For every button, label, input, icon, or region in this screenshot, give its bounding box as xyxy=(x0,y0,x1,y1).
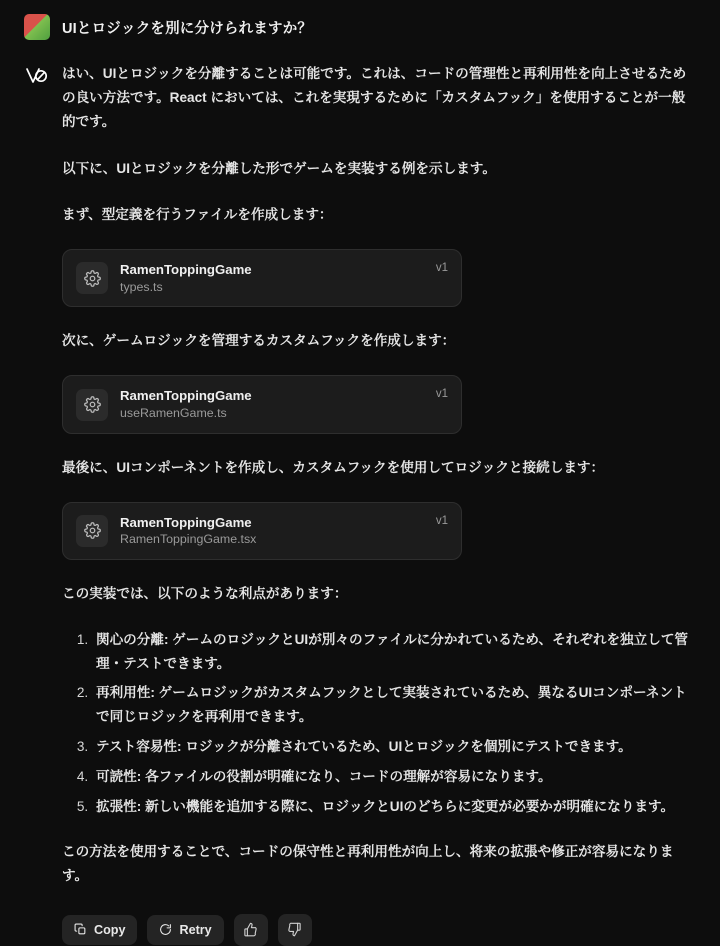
artifact-filename: useRamenGame.ts xyxy=(120,406,227,421)
artifact-title: RamenToppingGame xyxy=(120,388,252,404)
thumbs-up-icon xyxy=(243,922,258,937)
paragraph-step-1: まず、型定義を行うファイルを作成します： xyxy=(62,207,333,223)
message-action-bar xyxy=(62,914,696,946)
paragraph-step-3: 最後に、UIコンポーネントを作成し、カスタムフックを使用してロジックと接続します： xyxy=(62,459,605,475)
list-item: 5. 拡張性: 新しい機能を追加する際に、ロジックとUIのどちらに変更が必要かが明確になります。 xyxy=(92,795,696,819)
artifact-filename: RamenToppingGame.tsx xyxy=(120,532,257,547)
paragraph-intro: はい、UIとロジックを分離することは可能です。これは、コードの管理性と再利用性を向上させるための良い方法です。React においては、これを実現するために「カスタムフック」を使用することが一般的です。 xyxy=(62,66,687,129)
user-message xyxy=(24,14,696,40)
benefits-list xyxy=(62,628,696,818)
assistant-message xyxy=(24,62,696,946)
assistant-body xyxy=(62,62,696,946)
list-item: 3. テスト容易性: ロジックが分離されているため、UIとロジックを個別にテストできます。 xyxy=(92,735,696,759)
retry-button-label: Retry xyxy=(179,922,212,937)
avatar xyxy=(24,14,50,40)
artifact-title: RamenToppingGame xyxy=(120,261,252,277)
copy-button[interactable] xyxy=(62,915,137,945)
copy-button-label: Copy xyxy=(94,922,126,937)
thumbs-down-button[interactable] xyxy=(278,914,312,946)
artifact-title: RamenToppingGame xyxy=(120,514,252,530)
thumbs-up-button[interactable] xyxy=(234,914,268,946)
thumbs-down-icon xyxy=(287,922,302,937)
gear-icon xyxy=(76,515,108,547)
artifact-card-hook[interactable] xyxy=(62,375,462,434)
artifact-meta xyxy=(120,387,424,422)
paragraph-benefits-lead: この実装では、以下のような利点があります： xyxy=(62,586,348,602)
refresh-icon xyxy=(159,923,172,936)
gear-icon xyxy=(76,389,108,421)
artifact-filename: types.ts xyxy=(120,279,163,294)
assistant-logo-icon xyxy=(24,64,48,88)
artifact-meta xyxy=(120,514,424,549)
artifact-version-badge: v1 xyxy=(435,514,448,527)
list-item: 2. 再利用性: ゲームロジックがカスタムフックとして実装されているため、異なるUIコンポーネントで同じロジックを再利用できます。 xyxy=(92,681,696,729)
artifact-version-badge: v1 xyxy=(435,388,448,401)
artifact-version-badge: v1 xyxy=(435,261,448,274)
list-item: 4. 可読性: 各ファイルの役割が明確になり、コードの理解が容易になります。 xyxy=(92,765,696,789)
paragraph-step-2: 次に、ゲームロジックを管理するカスタムフックを作成します： xyxy=(62,333,456,349)
paragraph-closing: この方法を使用することで、コードの保守性と再利用性が向上し、将来の拡張や修正が容易になります。 xyxy=(62,844,674,884)
artifact-card-types[interactable] xyxy=(62,249,462,308)
list-item: 1. 関心の分離: ゲームのロジックとUIが別々のファイルに分かれているため、それぞれを独立して管理・テストできます。 xyxy=(92,628,696,676)
paragraph-example-lead: 以下に、UIとロジックを分離した形でゲームを実装する例を示します。 xyxy=(62,161,496,177)
retry-button[interactable] xyxy=(147,915,223,945)
artifact-card-component[interactable] xyxy=(62,502,462,561)
copy-icon xyxy=(74,923,87,936)
artifact-meta xyxy=(120,261,424,296)
gear-icon xyxy=(76,262,108,294)
user-message-text: UIとロジックを別に分けられますか？ xyxy=(62,20,313,37)
